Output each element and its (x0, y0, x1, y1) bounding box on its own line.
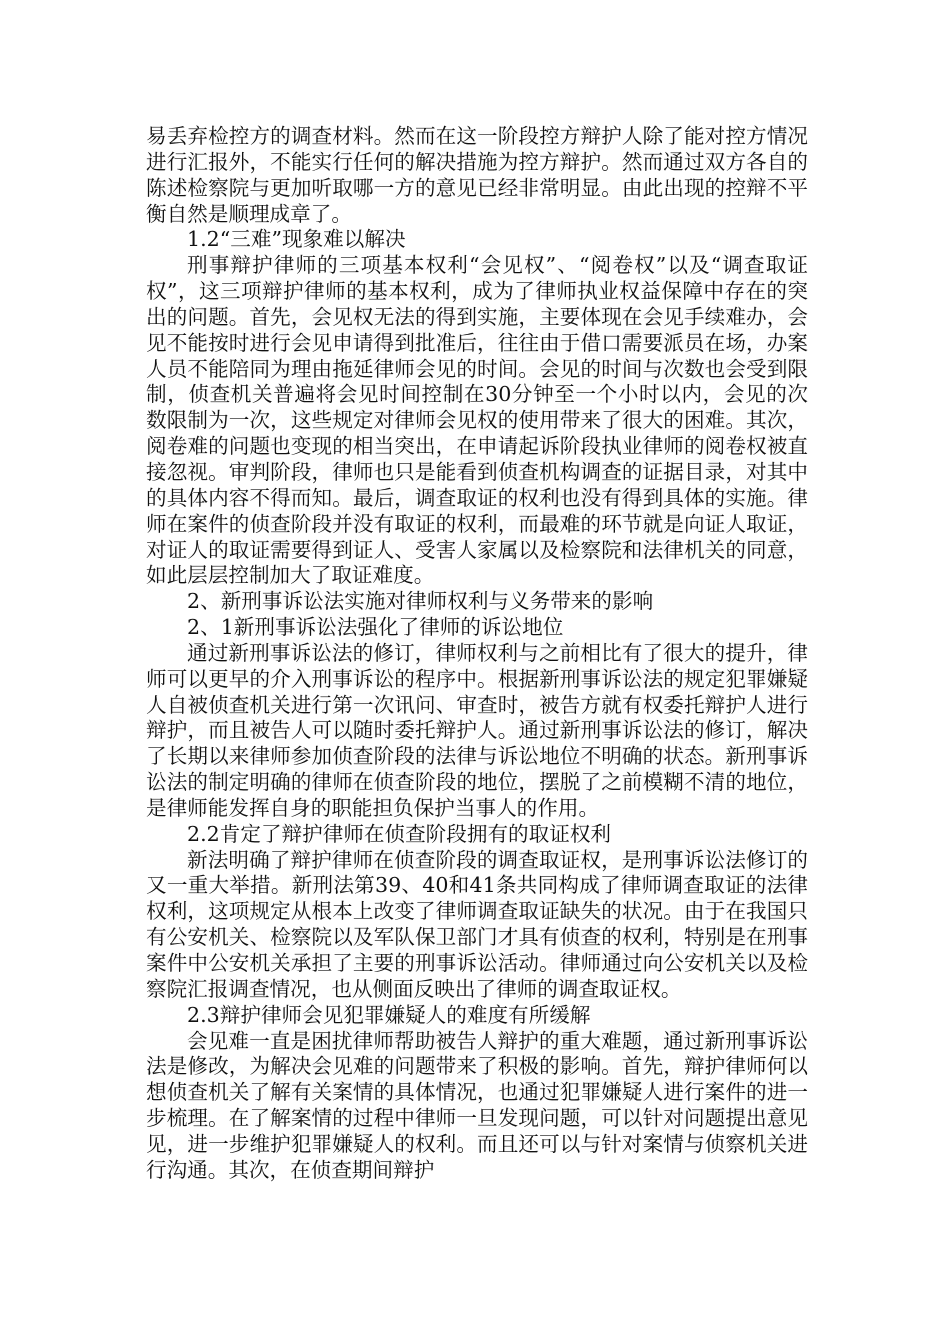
paragraph-litigation-status: 通过新刑事诉讼法的修订，律师权利与之前相比有了很大的提升，律师可以更早的介入刑事诉讼的程序中。根据新刑事诉讼法的规定犯罪嫌疑人自被侦查机关进行第一次讯问、审查时，被告方就有权委托辩护人进行辩护，而且被告人可以随时委托辩护人。通过新刑事诉讼法的修订，解决了长期以来律师参加侦查阶段的法律与诉讼地位不明确的状态。新刑事诉讼法的制定明确的律师在侦查阶段的地位，摆脱了之前模糊不清的地位，是律师能发挥自身的职能担负保护当事人的作用。 (146, 640, 808, 820)
section-heading-1-2: 1.2“三难”现象难以解决 (187, 227, 406, 252)
paragraph-evidence-rights: 新法明确了辩护律师在侦查阶段的调查取证权，是刑事诉讼法修订的又一重大举措。新刑法第39、40和41条共同构成了律师调查取证的法律权利，这项规定从根本上改变了律师调查取证缺失的状况。由于在我国只有公安机关、检察院以及军队保卫部门才具有侦查的权利，特别是在刑事案件中公安机关承担了主要的刑事诉讼活动。律师通过向公安机关以及检察院汇报调查情况，也从侧面反映出了律师的调查取证权。 (146, 847, 808, 1001)
document-page (146, 124, 808, 1184)
section-heading-2-2: 2.2肯定了辩护律师在侦查阶段拥有的取证权利 (187, 821, 612, 846)
paragraph-three-difficulties: 刑事辩护律师的三项基本权利“会见权”、“阅卷权”以及“调查取证权”，这三项辩护律师的基本权利，成为了律师执业权益保障中存在的突出的问题。首先，会见权无法的得到实施，主要体现在会见手续难办，会见不能按时进行会见申请得到批准后，往往由于借口需要派员在场，办案人员不能陪同为理由拖延律师会见的时间。会见的时间与次数也会受到限制，侦查机关普遍将会见时间控制在30分钟至一个小时以内，会见的次数限制为一次，这些规定对律师会见权的使用带来了很大的困难。其次，阅卷难的问题也变现的相当突出，在申请起诉阶段执业律师的阅卷权被直接忽视。审判阶段，律师也只是能看到侦查机构调查的证据目录，对其中的具体内容不得而知。最后，调查取证的权利也没有得到具体的实施。律师在案件的侦查阶段并没有取证的权利，而最难的环节就是向证人取证，对证人的取证需要得到证人、受害人家属以及检察院和法律机关的同意，如此层层控制加大了取证难度。 (146, 253, 808, 588)
paragraph-meeting-difficulty: 会见难一直是困扰律师帮助被告人辩护的重大难题，通过新刑事诉讼法是修改，为解决会见难的问题带来了积极的影响。首先，辩护律师何以想侦查机关了解有关案情的具体情况，也通过犯罪嫌疑人进行案件的进一步梳理。在了解案情的过程中律师一旦发现问题，可以针对问题提出意见见，进一步维护犯罪嫌疑人的权利。而且还可以与针对案情与侦察机关进行沟通。其次，在侦查期间辩护 (146, 1028, 808, 1182)
section-heading-2-3: 2.3辩护律师会见犯罪嫌疑人的难度有所缓解 (187, 1002, 591, 1027)
section-heading-2: 2、新刑事诉讼法实施对律师权利与义务带来的影响 (187, 589, 654, 614)
section-heading-2-1: 2、1新刑事诉讼法强化了律师的诉讼地位 (187, 615, 564, 640)
paragraph-intro: 易丢弃检控方的调查材料。然而在这一阶段控方辩护人除了能对控方情况进行汇报外，不能实行任何的解决措施为控方辩护。然而通过双方各自的陈述检察院与更加听取哪一方的意见已经非常明显。由此出现的控辩不平衡自然是顺理成章了。 (146, 124, 808, 226)
